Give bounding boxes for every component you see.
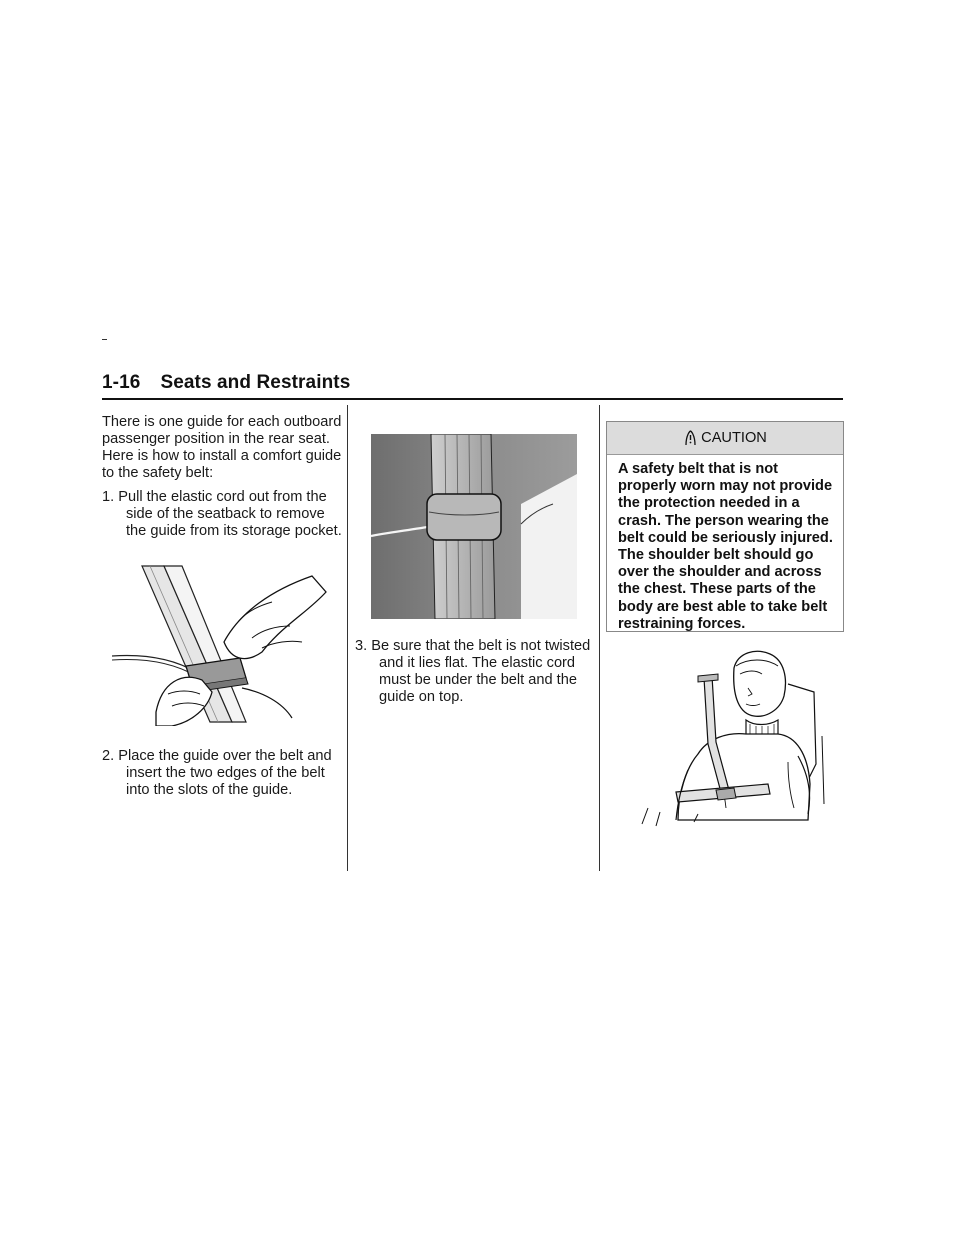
- step-1: 1. Pull the elastic cord out from the side of the seatback to remove the guide from its storage pocket.: [102, 489, 342, 539]
- hands-installing-guide-illustration: [112, 562, 332, 726]
- page-header: [102, 372, 843, 400]
- column-2: [355, 414, 595, 706]
- header-rule: [102, 398, 843, 400]
- column-divider-2: [599, 405, 600, 871]
- seated-person-illustration: [638, 644, 834, 830]
- caution-box: [606, 421, 844, 632]
- guide-on-belt-illustration: [371, 434, 597, 619]
- caution-title: CAUTION: [701, 430, 767, 446]
- intro-paragraph: There is one guide for each outboard passenger position in the rear seat. Here is how to install a comfort guide to the safety belt:: [102, 414, 342, 481]
- caution-header: [607, 422, 843, 455]
- step-2: 2. Place the guide over the belt and insert the two edges of the belt into the slots of the guide.: [102, 748, 332, 798]
- page-number: 1-16: [102, 372, 141, 393]
- section-title: Seats and Restraints: [160, 372, 351, 393]
- margin-mark: [102, 339, 107, 340]
- step-3: 3. Be sure that the belt is not twisted and it lies flat. The elastic cord must be under the belt and the guide on top.: [355, 638, 591, 705]
- column-divider-1: [347, 405, 348, 871]
- warning-triangle-icon: [683, 429, 698, 447]
- column-1: [102, 414, 342, 799]
- caution-text: A safety belt that is not properly worn may not provide the protection needed in a crash. The person wearing the belt could be seriously injured. The shoulder belt should go over the shoulder and across the chest. These parts of the body are best able to take belt restraining forces.: [618, 461, 833, 632]
